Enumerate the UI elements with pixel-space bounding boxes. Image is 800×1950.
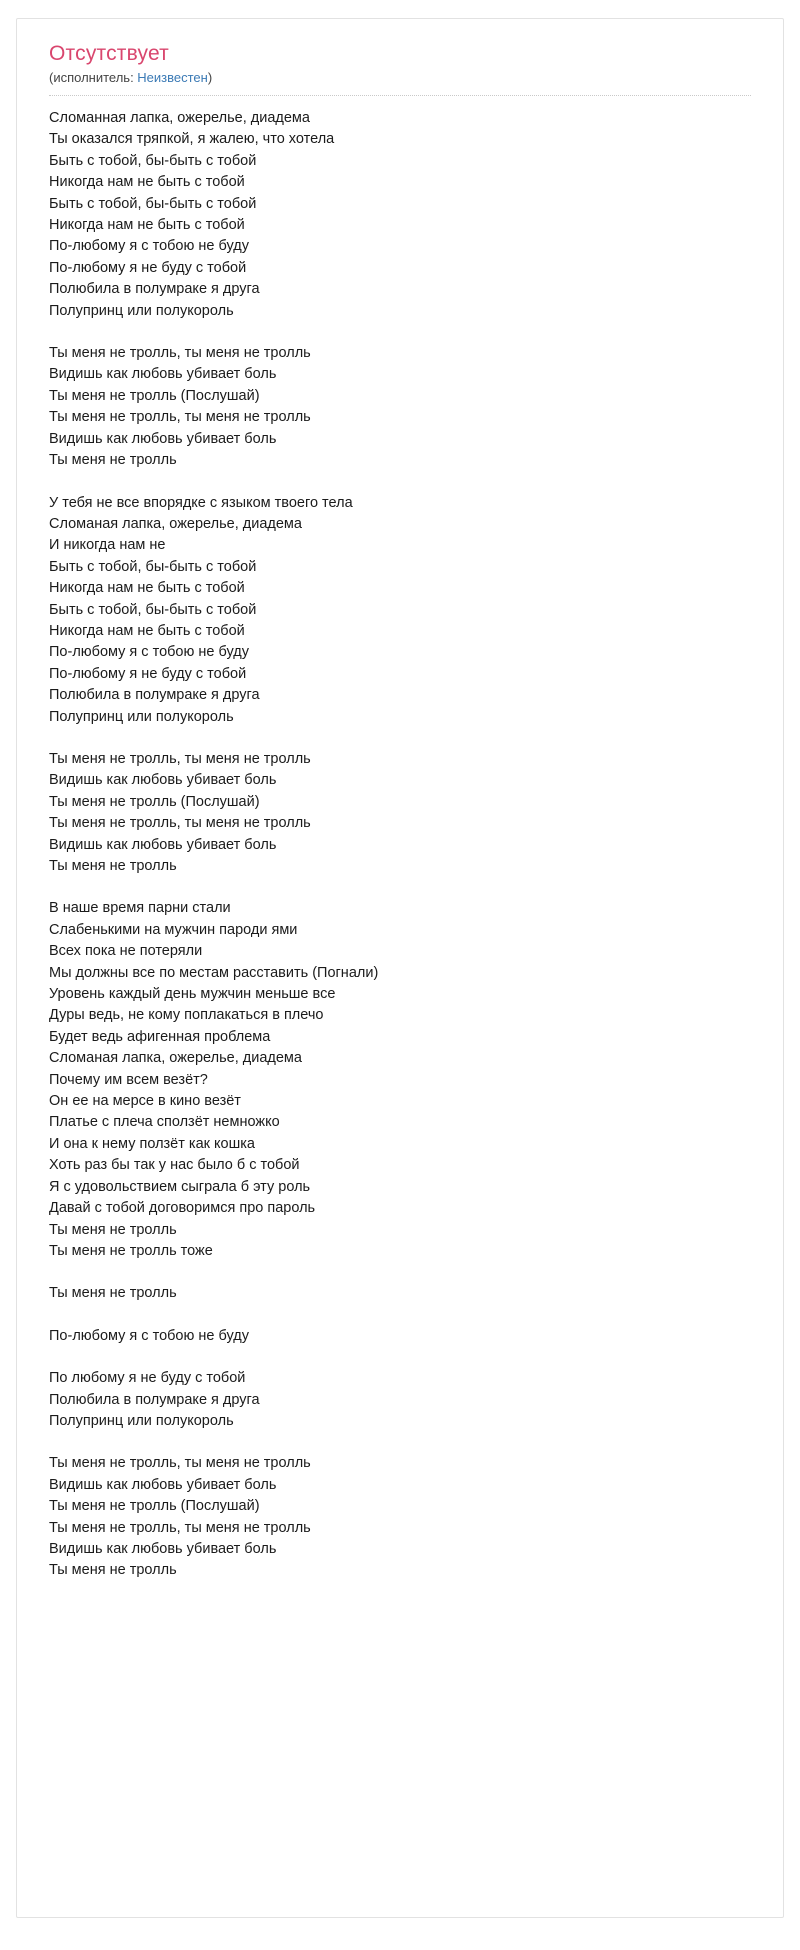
lyrics-line: Почему им всем везёт? (49, 1071, 208, 1088)
lyrics-stanza (49, 898, 765, 1262)
lyrics-stanza (49, 1453, 765, 1581)
lyrics-stanza (49, 749, 765, 877)
lyrics-line: По любому я не буду с тобой (49, 1370, 246, 1387)
lyrics-line: Ты меня не тролль (Послушай) (49, 793, 260, 810)
lyrics-line: По-любому я с тобою не буду (49, 238, 249, 255)
lyrics-line: У тебя не все впорядке с языком твоего тела (49, 494, 353, 511)
lyrics-body (49, 108, 765, 1582)
lyrics-line: Ты меня не тролль, ты меня не тролль (49, 409, 311, 426)
lyrics-line: Ты меня не тролль, ты меня не тролль (49, 345, 311, 362)
lyrics-stanza (49, 343, 765, 471)
lyrics-line: Полюбила в полумраке я друга (49, 687, 260, 704)
lyrics-card (16, 18, 784, 1918)
lyrics-line: Никогда нам не быть с тобой (49, 217, 245, 234)
lyrics-line: Ты меня не тролль (49, 858, 177, 874)
lyrics-line: Полюбила в полумраке я друга (49, 1391, 260, 1408)
lyrics-line: Видишь как любовь убивает боль (49, 836, 277, 853)
lyrics-line: Видишь как любовь убивает боль (49, 772, 277, 789)
lyrics-stanza (49, 493, 765, 728)
lyrics-line: Ты меня не тролль, ты меня не тролль (49, 815, 311, 832)
lyrics-line: Ты оказался тряпкой, я жалею, что хотела (49, 131, 335, 148)
lyrics-line: Ты меня не тролль, ты меня не тролль (49, 1519, 311, 1536)
lyrics-line: В наше время парни стали (49, 900, 231, 917)
lyrics-line: Ты меня не тролль (49, 1221, 177, 1238)
lyrics-line: Ты меня не тролль, ты меня не тролль (49, 1455, 311, 1472)
lyrics-line: По-любому я не буду с тобой (49, 259, 247, 276)
lyrics-line: Всех пока не потеряли (49, 943, 203, 960)
lyrics-line: Полупринц или полукороль (49, 1412, 234, 1429)
lyrics-line: Никогда нам не быть с тобой (49, 174, 245, 191)
lyrics-line: Слабенькими на мужчин пароди ями (49, 921, 298, 938)
lyrics-stanza (49, 1326, 765, 1347)
lyrics-line: Видишь как любовь убивает боль (49, 1540, 277, 1557)
lyrics-line: Он ее на мерсе в кино везёт (49, 1093, 241, 1110)
lyrics-line: По-любому я с тобою не буду (49, 1327, 249, 1344)
lyrics-line: Ты меня не тролль (49, 1562, 177, 1579)
lyrics-stanza (49, 1283, 765, 1304)
lyrics-line: Ты меня не тролль (Послушай) (49, 387, 260, 404)
lyrics-line: Ты меня не тролль, ты меня не тролль (49, 750, 311, 767)
lyrics-line: По-любому я с тобою не буду (49, 644, 249, 661)
lyrics-line: Ты меня не тролль тоже (49, 1242, 213, 1259)
lyrics-line: Полупринц или полукороль (49, 302, 234, 319)
lyrics-line: Быть с тобой, бы-быть с тобой (49, 152, 257, 169)
lyrics-line: Никогда нам не быть с тобой (49, 580, 245, 597)
lyrics-line: Платье с плеча сползёт немножко (49, 1114, 280, 1131)
lyrics-line: Быть с тобой, бы-быть с тобой (49, 195, 257, 212)
lyrics-line: Дуры ведь, не кому поплакаться в плечо (49, 1007, 324, 1024)
lyrics-line: Сломаная лапка, ожерелье, диадема (49, 1050, 302, 1067)
divider (49, 95, 751, 96)
artist-line (49, 69, 765, 87)
lyrics-line: Давай с тобой договоримся про пароль (49, 1200, 316, 1217)
lyrics-line: Видишь как любовь убивает боль (49, 430, 277, 447)
lyrics-line: Быть с тобой, бы-быть с тобой (49, 601, 257, 618)
lyrics-line: Хоть раз бы так у нас было б с тобой (49, 1157, 300, 1174)
page-title: Отсутствует (49, 42, 169, 65)
lyrics-line: По-любому я не буду с тобой (49, 665, 247, 682)
artist-link[interactable]: Неизвестен (137, 70, 208, 85)
lyrics-line: И она к нему ползёт как кошка (49, 1135, 255, 1152)
lyrics-line: Полупринц или полукороль (49, 708, 234, 725)
lyrics-line: Полюбила в полумраке я друга (49, 281, 260, 298)
lyrics-line: Я с удовольствием сыграла б эту роль (49, 1178, 311, 1195)
lyrics-line: Никогда нам не быть с тобой (49, 622, 245, 639)
artist-prefix-text: (исполнитель: (49, 70, 138, 85)
lyrics-stanza (49, 1368, 765, 1432)
lyrics-line: И никогда нам не (49, 537, 166, 554)
lyrics-stanza (49, 108, 765, 322)
lyrics-line: Ты меня не тролль (Послушай) (49, 1498, 260, 1515)
lyrics-line: Сломанная лапка, ожерелье, диадема (49, 110, 310, 126)
lyrics-line: Сломаная лапка, ожерелье, диадема (49, 515, 302, 532)
lyrics-line: Будет ведь афигенная проблема (49, 1028, 271, 1045)
lyrics-line: Ты меня не тролль (49, 452, 177, 469)
lyrics-line: Видишь как любовь убивает боль (49, 1476, 277, 1493)
lyrics-line: Мы должны все по местам расставить (Погнали) (49, 964, 379, 981)
lyrics-line: Ты меня не тролль (49, 1285, 177, 1302)
lyrics-line: Видишь как любовь убивает боль (49, 366, 277, 383)
lyrics-line: Быть с тобой, бы-быть с тобой (49, 558, 257, 575)
artist-suffix-text: ) (207, 70, 213, 85)
lyrics-line: Уровень каждый день мужчин меньше все (49, 986, 336, 1003)
